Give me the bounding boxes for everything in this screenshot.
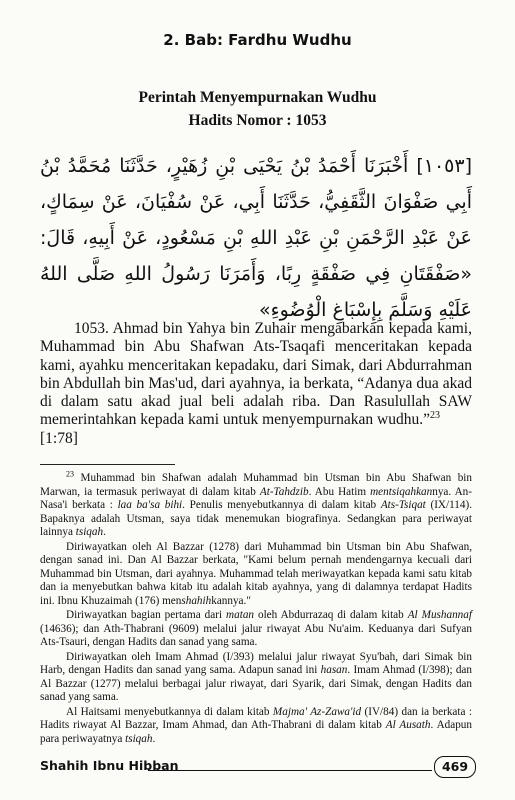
footnote-text: . Adapun para periwayatnya — [40, 719, 472, 745]
footer-rule — [148, 770, 432, 771]
footnote-text: (IX/114). Bapaknya adalah Utsman, saya tidak menemukan biografinya. Sedangkan para periwayat lainnya — [40, 499, 473, 538]
footnote-text: . — [152, 732, 156, 745]
footnotes-section — [40, 469, 473, 747]
footnote-paragraph-1 — [40, 469, 473, 540]
footnote-paragraph-2 — [40, 541, 472, 609]
footnote-reference: 23 — [429, 410, 440, 422]
footnote-paragraph-4 — [40, 651, 472, 705]
footnote-text: kannya." — [211, 594, 251, 607]
hadith-number-label: Hadits Nomor : 1053 — [188, 112, 327, 129]
footnote-text: nya. An-Nasa'i berkata : — [40, 485, 472, 511]
footnote-text: oleh Abdurrazaq di dalam kitab — [254, 609, 408, 621]
footnote-text: . Penulis menyebutkannya di dalam kitab — [182, 499, 381, 511]
footnote-italic: laa ba'sa bihi — [117, 499, 183, 511]
footnote-paragraph-3 — [40, 609, 472, 650]
footnote-italic: At-Tahdzib — [259, 485, 309, 498]
footnote-italic: tsiqah — [75, 526, 104, 538]
source-reference: [1:78] — [40, 429, 78, 447]
footnote-text: Diriwayatkan oleh Al Bazzar (1278) dari Muhammad bin Utsman bin Abu Shafwan, dengan sanad ini. Dan Al Bazzar berkata, "Kami belum pernah mendengarnya kecuali dari Muhammad bin Utsman, dari ayahnya. Muhammad telah meriwayatkan kepada kami satu kitab dan ia menyebutkan bahwa kitab itu adalah kitab ayahnya, yang di dalamnya terdapat Hadits ini. Ibnu Khuzaimah (176) men — [40, 540, 472, 607]
footnote-italic: shahih — [181, 594, 212, 607]
translation-text: 1053. Ahmad bin Yahya bin Zuhair mengabarkan kepada kami, Muhammad bin Abu Shafwan Ats-Tsaqafi menceritakan kepada kami, ayahku menceritakan kepadaku, dari Simak, dari Abdurrahman bin Abdullah bin Mas'ud, dari ayahnya, ia berkata, “Adanya dua akad di dalam satu akad jual beli adalah riba. Dan Rasulullah SAW memerintahkan kepada kami untuk menyempurnakan wudhu.” — [40, 320, 472, 429]
footnote-italic: Majma' Az-Zawa'id — [272, 705, 362, 718]
footnote-text: . — [103, 526, 106, 538]
page-number-badge: 469 — [434, 756, 476, 778]
translation-paragraph — [40, 320, 472, 448]
footnote-marker: 23 — [66, 469, 74, 479]
section-title: Perintah Menyempurnakan Wudhu — [138, 89, 377, 106]
arabic-hadith-text: [١٠٥٣] أَخْبَرَنَا أَحْمَدُ بْنُ يَحْيَى بْنِ زُهَيْرٍ، حَدَّثَنَا مُحَمَّدُ بْنُ أَبِي صَفْوَانَ الثَّقَفِيُّ، حَدَّثَنَا أَبِي، عَنْ سُفْيَانَ، عَنْ سِمَاكٍ، عَنْ عَبْدِ الرَّحْمَنِ بْنِ عَبْدِ اللهِ بْنِ مَسْعُودٍ، عَنْ أَبِيهِ، قَالَ: «صَفْقَتَانِ فِي صَفْقَةٍ رِبًا، وَأَمَرَنَا رَسُولُ اللهِ صَلَّى اللهُ عَلَيْهِ وَسَلَّمَ بِإِسْبَاغِ الْوُضُوءِ» — [40, 155, 472, 321]
page-footer — [40, 756, 476, 780]
footnote-text: . Abu Hatim — [308, 485, 371, 498]
footnote-italic: Al Mushannaf — [407, 609, 472, 621]
footnote-text: . Imam Ahmad (I/398); dan Al Bazzar (1277) melalui berbagai jalur riwayat, dari Syarik, dari Simak, dengan Hadits dan sanad yang sama. — [40, 664, 472, 703]
footnote-text: (14636); dan Ath-Thabrani (9609) melalui jalur riwayat Abu Nu'aim. Keduanya dari Sufyan Ats-Tsauri, dengan Hadits dan sanad yang sama. — [40, 622, 472, 648]
footnote-text: (IV/84) dan ia berkata : Hadits riwayat Al Bazzar, Imam Ahmad, dan Ath-Thabrani di dalam kitab — [40, 705, 472, 731]
footnote-italic: Al Ausath — [385, 719, 431, 731]
footnote-text: Diriwayatkan oleh Imam Ahmad (I/393) melalui jalur riwayat Syu'bah, dari Simak bin Harb, dengan Hadits dan sanad yang sama. Adapun sanad ini — [40, 650, 472, 676]
footnote-text: Diriwayatkan bagian pertama dari — [66, 609, 227, 621]
book-title: Shahih Ibnu Hibban — [40, 758, 179, 773]
footnote-italic: matan — [226, 609, 254, 621]
footnote-divider — [40, 464, 175, 465]
footnote-paragraph-5 — [40, 706, 472, 747]
footnote-italic: mentsiqahkan — [370, 485, 433, 498]
footnote-text: Al Haitsami menyebutkannya di dalam kitab — [66, 705, 273, 718]
footnote-italic: tsiqah — [125, 732, 153, 745]
footnote-italic: Ats-Tsiqat — [380, 499, 426, 511]
footnote-text: Muhammad bin Shafwan adalah Muhammad bin Utsman bin Abu Shafwan bin Marwan, ia termasuk periwayat di dalam kitab — [40, 472, 472, 498]
chapter-title: 2. Bab: Fardhu Wudhu — [163, 31, 352, 49]
footnote-italic: hasan — [320, 664, 348, 676]
